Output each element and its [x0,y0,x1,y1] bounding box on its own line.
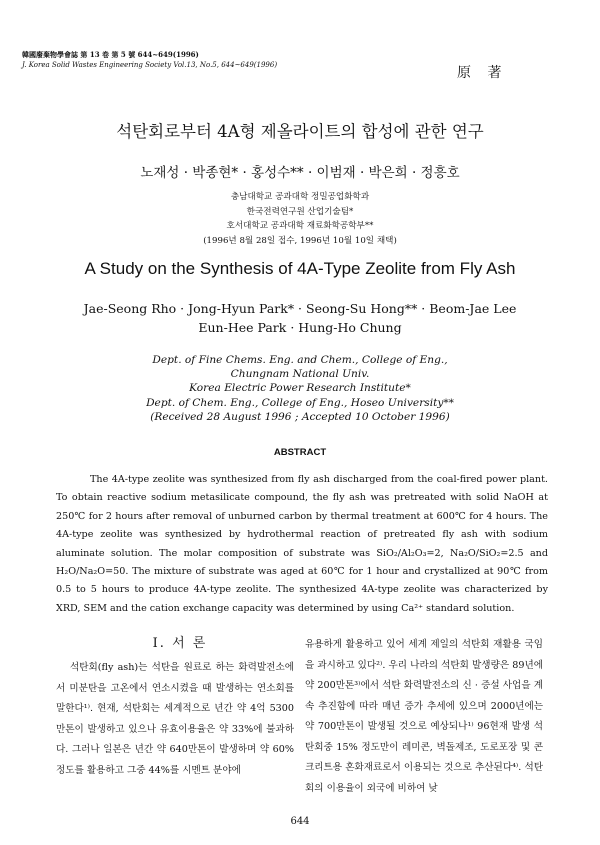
korean-affiliation-line: 한국전력연구원 산업기술팀* [246,206,354,217]
journal-line-korean: 韓國廢棄物學會誌 第 13 卷 第 5 號 644~649(1996) [22,50,199,59]
abstract-paragraph: The 4A-type zeolite was synthesized from fly ash discharged from the coal-fired power plant. To obtain reactive sodium metasilicate compound, the fly ash was pretreated with solid NaOH at 250℃ for 2 hours after removal of unburned carbon by thermal treatment at 600℃ for 4 hours. The 4A-type zeolite was synthesized by hydrothermal reaction of pretreated fly ash with sodium aluminate solution. The molar composition of substrate was SiO₂/Al₂O₃=2, Na₂O/SiO₂=2.5 and H₂O/Na₂O=50. The mixture of substrate was aged at 60℃ for 1 hour and crystallized at 90℃ from 0.5 to 5 hours to produce 4A-type zeolite. The synthesized 4A-type zeolite was characterized by XRD, SEM and the cation exchange capacity was determined by using Ca²⁺ standard solution. [56,474,548,614]
english-affiliation-line: Dept. of Fine Chems. Eng. and Chem., College of Eng., [152,354,448,366]
english-authors [0,299,600,337]
english-received-date: (Received 28 August 1996 ; Accepted 10 October 1996) [150,410,450,423]
body-paragraph: 유용하게 활용하고 있어 세계 제일의 석탄회 재활용 국임을 과시하고 있다²⁾. 우리 나라의 석탄회 발생량은 89년에 약 200만톤³⁾에서 석탄 화력발전소의 신 · 증설 사업을 계속 추진함에 따라 매년 증가 추세에 있으며 2000년에는 약 700만톤이 발생될 것으로 예상되나¹⁾ 96현재 발생 석탄회중 15% 정도만이 레미콘, 벽돌제조, 도로포장 및 콘크리트용 혼화재료로서 이용되는 것으로 추산된다⁴⁾. 석탄회의 이용율이 외국에 비하여 낮 [305,639,543,794]
english-title: A Study on the Synthesis of 4A-Type Zeolite from Fly Ash [84,259,516,278]
body-column-left [56,658,294,781]
english-affiliation-line: Korea Electric Power Research Institute* [189,382,411,395]
body-paragraph: 석탄회(fly ash)는 석탄을 원료로 하는 화력발전소에서 미분탄을 고온에서 연소시켰을 때 발생하는 연소회를 말한다¹⁾. 현재, 석탄회는 세계적으로 년간 약 4억 5300만톤이 발생하고 있으나 유효이용율은 약 33%에 불과하다. 그러나 일본은 년간 약 640만톤이 발생하며 약 60% 정도를 활용하고 그중 44%를 시멘트 분야에 [56,662,294,776]
korean-affiliation-line: 호서대학교 공과대학 재료화학공학부** [226,221,374,232]
abstract-body [56,471,548,618]
article-type-label: 原 著 [457,65,508,81]
english-author-line: Jae-Seong Rho · Jong-Hyun Park* · Seong-Su Hong** · Beom-Jae Lee [83,301,517,316]
body-column-right [305,635,543,799]
english-affiliation-line: Dept. of Chem. Eng., College of Eng., Hoseo University** [146,396,454,409]
korean-affiliations [0,190,600,248]
korean-authors: 노재성 · 박종현* · 홍성수** · 이범재 · 박은희 · 정흥호 [140,165,460,181]
english-author-line: Eun-Hee Park · Hung-Ho Chung [198,320,402,335]
english-affiliation-line: Chungnam National Univ. [230,368,370,381]
korean-received-date: (1996년 8월 28일 접수, 1996년 10월 10일 채택) [203,235,397,246]
section-heading-introduction: Ⅰ. 서 론 [152,636,208,651]
abstract-heading: ABSTRACT [273,447,327,458]
korean-title: 석탄회로부터 4A형 제올라이트의 합성에 관한 연구 [116,122,484,141]
english-affiliations [0,353,600,424]
journal-header [22,50,277,70]
journal-line-english: J. Korea Solid Wastes Engineering Society Vol.13, No.5, 644~649(1996) [22,61,278,69]
korean-affiliation-line: 충남대학교 공과대학 정밀공업화학과 [230,192,370,202]
page-number: 644 [290,816,310,827]
